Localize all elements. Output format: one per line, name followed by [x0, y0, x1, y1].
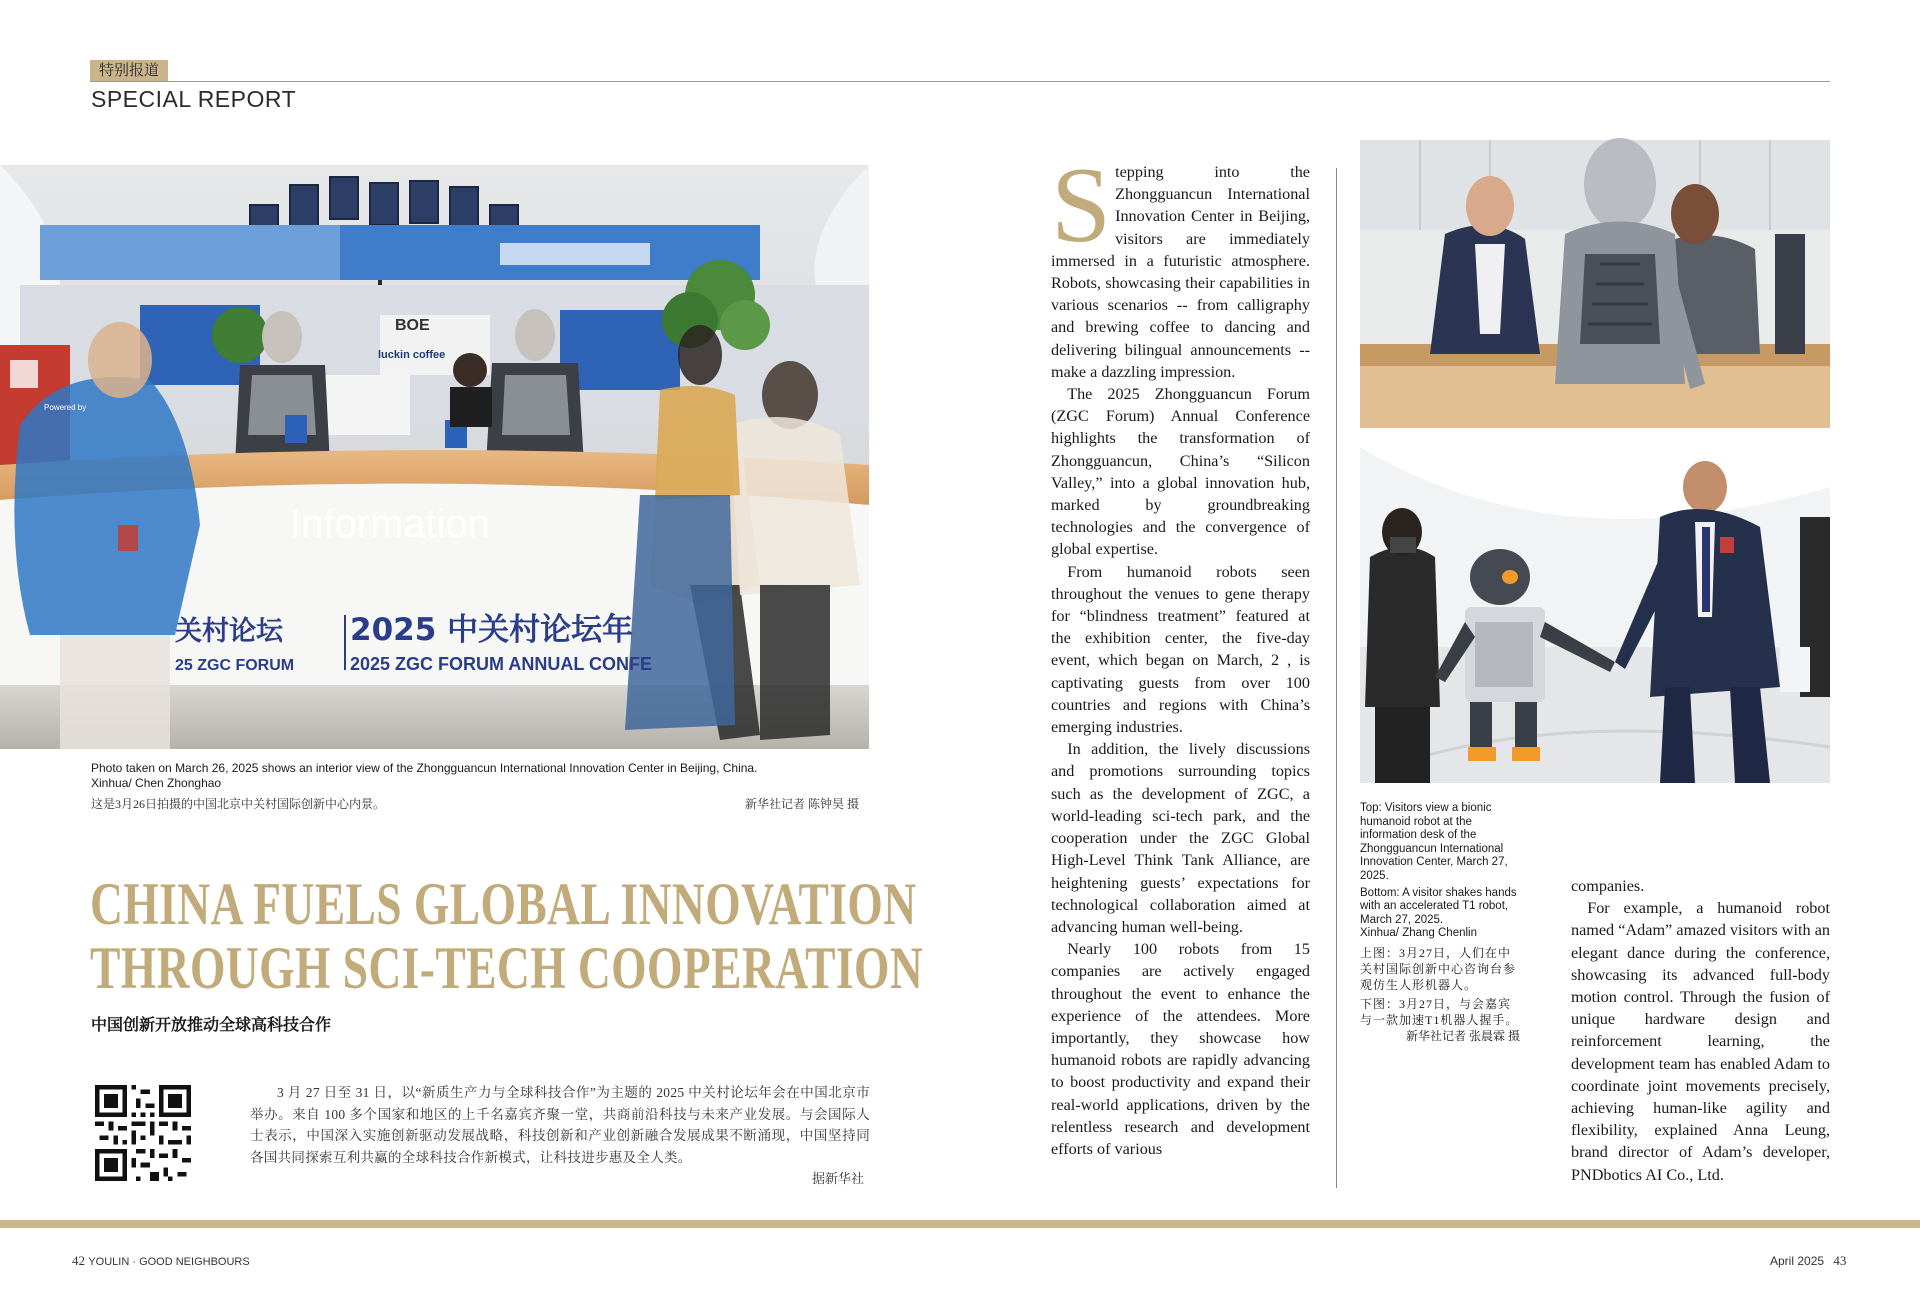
- main-photo-credit-cn: 新华社记者 陈钟昊 摄: [745, 797, 860, 811]
- subtitle-cn: 中国创新开放推动全球高科技合作: [91, 1017, 332, 1034]
- drop-cap: S: [1051, 146, 1112, 265]
- forum-sign-cn: 2025 中关村论坛年: [350, 612, 634, 648]
- article-paragraph-2: The 2025 Zhongguancun Forum (ZGC Forum) Annual Conference highlights the transformation of Zhongguancun, China’s “Silicon Valley,” into a global innovation hub, marked by groundbreaking technologies and the convergence of global expertise.: [1051, 385, 1310, 559]
- issue-date: April 2025: [1770, 1254, 1825, 1268]
- section-tag: 特别报道: [90, 60, 168, 81]
- article-paragraph-5: Nearly 100 robots from 15 companies are actively engaged throughout the event to enhance the experience of the attendees. More importantly, they showcase how humanoid robots are rapidly advancing to boost productivity and expand their real-world applications, driven by the relentless research and development efforts of various: [1051, 940, 1310, 1158]
- intro-cn: 3 月 27 日至 31 日，以“新质生产力与全球科技合作”为主题的 2025 中关村论坛年会在中国北京市举办。来自 100 多个国家和地区的上千名嘉宾齐聚一堂，共商前沿科技与未来产业发展。与会国际人士表示，中国深入实施创新驱动发展战略，科技创新和产业创新融合发展成果不断涌现，中国坚持同各国共同探索互利共赢的全球科技合作新模式，让科技进步惠及全人类。: [250, 1085, 870, 1165]
- headline-line-1: CHINA FUELS GLOBAL INNOVATION: [90, 871, 917, 937]
- page-number-left: 42: [72, 1253, 85, 1268]
- main-photo-caption: Photo taken on March 26, 2025 shows an interior view of the Zhongguancun International Innovation Center in Beijing, China. Xinhua/ Chen Zhonghao: [91, 761, 758, 790]
- headline-line-2: THROUGH SCI-TECH COOPERATION: [90, 935, 924, 1001]
- forum-sign-left-cn: 关村论坛: [175, 616, 283, 647]
- side-caption-cn-bottom: 下图：3月27日，与会嘉宾与一款加速T1机器人握手。: [1360, 996, 1519, 1027]
- side-caption-bottom: Bottom: A visitor shakes hands with an accelerated T1 robot, March 27, 2025.: [1360, 886, 1517, 926]
- article-paragraph-4: In addition, the lively discussions and promotions surrounding topics such as the development of ZGC, a world-leading sci-tech park, and the cooperation under the ZGC Global High-Level Think Tank Alliance, are heightening guests’ expectations for technological collaboration aimed at advancing human well-being.: [1051, 740, 1310, 936]
- footer-bar: [0, 1220, 1920, 1228]
- cafe-sign: luckin coffee: [378, 349, 446, 361]
- info-sign-text: Information: [290, 502, 491, 546]
- side-caption-cn-top: 上图：3月27日，人们在中关村国际创新中心咨询台参观仿生人形机器人。: [1360, 945, 1517, 992]
- boe-sign: BOE: [395, 317, 430, 334]
- magazine-name: YOULIN · GOOD NEIGHBOURS: [88, 1256, 250, 1268]
- main-photo: [0, 165, 869, 749]
- side-caption: [1360, 802, 1520, 1044]
- top-right-photo: [1360, 84, 1830, 428]
- qr-code[interactable]: [95, 1085, 191, 1181]
- main-photo-caption-cn: 这是3月26日拍摄的中国北京中关村国际创新中心内景。: [91, 797, 386, 811]
- forum-sign-en: 2025 ZGC FORUM ANNUAL CONFE: [350, 654, 653, 674]
- forum-sign-left-en: 25 ZGC FORUM: [175, 657, 295, 674]
- powered-sign: Powered by: [44, 403, 87, 412]
- footer-left: [72, 1253, 250, 1269]
- article-column-1: [1051, 146, 1310, 1160]
- header-rule: [90, 81, 1830, 82]
- article-paragraph-3: From humanoid robots seen throughout the venues to gene therapy for “blindness treatment” featured at the exhibition center, the five-day event, which began on March, 2 , is captivating guests from over 100 countries and regions with China’s emerging industries.: [1051, 562, 1310, 737]
- side-caption-cn-credit: 新华社记者 张晨霖 摄: [1405, 1028, 1520, 1043]
- footer-right: [1770, 1253, 1846, 1269]
- section-title: SPECIAL REPORT: [91, 86, 297, 112]
- page-number-right: 43: [1833, 1253, 1847, 1268]
- article-paragraph-6: companies.: [1571, 877, 1645, 895]
- side-caption-credit: Xinhua/ Zhang Chenlin: [1360, 927, 1477, 940]
- article-paragraph-1: Stepping into the Zhongguancun International Innovation Center in Beijing, visitors are immediately immersed in a futuristic atmosphere. Robots, showcasing their capabilities in various scenarios -- from calligraphy and brewing coffee to dancing and delivering bilingual announcements -- make a dazzling impression.: [1051, 146, 1310, 381]
- article-paragraph-7: For example, a humanoid robot named “Adam” amazed visitors with an elegant dance during the conference, showcasing its advanced full-body motion control. Through the fusion of unique hardware design and reinforcement learning, the development team has enabled Adam to coordinate joint movements precisely, achieving human-like agility and flexibility, explained Anna Leung, brand director of Adam’s developer, PNDbotics AI Co., Ltd.: [1571, 899, 1830, 1184]
- bottom-right-photo: [1360, 447, 1830, 783]
- column-divider: [1336, 168, 1337, 1188]
- headline: [90, 871, 924, 1001]
- side-caption-top: Top: Visitors view a bionic humanoid robot at the information desk of the Zhongguancun International Innovation Center, March 27, 2025.: [1360, 802, 1508, 882]
- article-column-2: [1571, 875, 1830, 1186]
- intro-source: 据新华社: [812, 1171, 865, 1186]
